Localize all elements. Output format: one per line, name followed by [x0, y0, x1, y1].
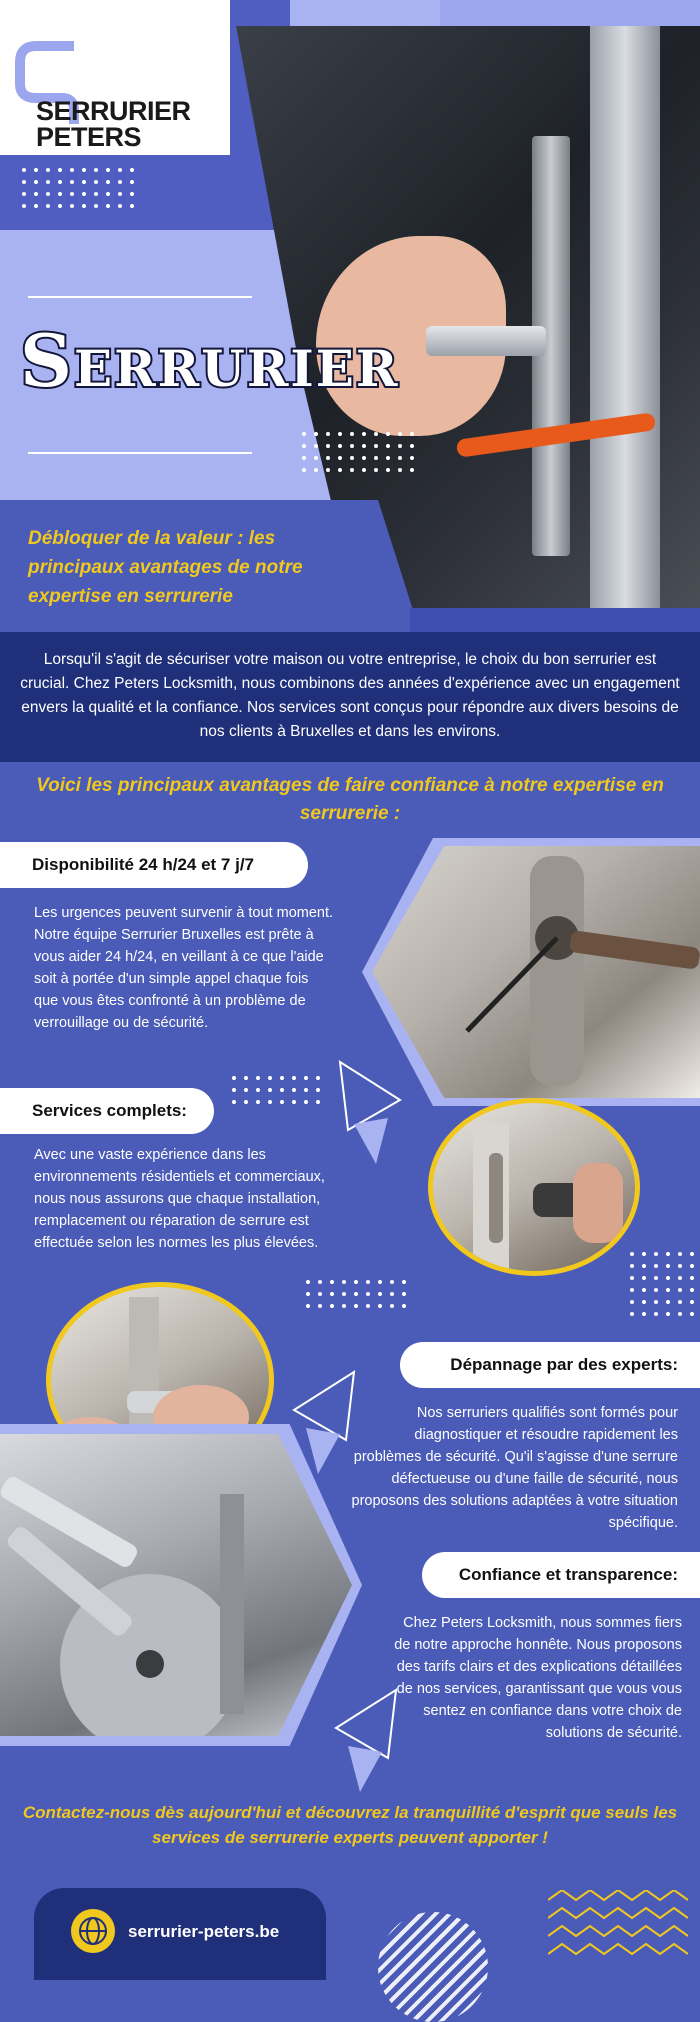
decor-dot: [46, 168, 50, 172]
decor-dot: [630, 1300, 634, 1304]
decor-dot: [666, 1312, 670, 1316]
decor-dot: [316, 1076, 320, 1080]
decor-dot: [362, 444, 366, 448]
decor-dot: [130, 192, 134, 196]
decor-dot: [690, 1276, 694, 1280]
decor-dot: [70, 192, 74, 196]
decor-dot: [642, 1252, 646, 1256]
decor-dot: [402, 1304, 406, 1308]
decor-dot: [350, 432, 354, 436]
decor-dot: [292, 1088, 296, 1092]
decor-dot: [402, 1292, 406, 1296]
contact-cta: Contactez-nous dès aujourd'hui et découvrez la tranquillité d'esprit que seuls les services de serrurerie experts peuvent apporter !: [22, 1803, 678, 1847]
decor-dot: [374, 432, 378, 436]
decor-dot: [46, 180, 50, 184]
decor-dot: [690, 1264, 694, 1268]
zigzag-decor-icon: [548, 1890, 688, 1960]
decor-dot: [268, 1076, 272, 1080]
decor-dot: [666, 1264, 670, 1268]
decor-dot: [642, 1300, 646, 1304]
decor-dot: [130, 204, 134, 208]
decor-dot: [366, 1280, 370, 1284]
decor-dot-grid: [630, 1252, 694, 1316]
decor-dot: [398, 432, 402, 436]
decor-dot: [58, 192, 62, 196]
decor-dot: [118, 192, 122, 196]
decor-dot: [244, 1100, 248, 1104]
decor-dot: [318, 1304, 322, 1308]
decor-dot: [58, 180, 62, 184]
decor-dot: [302, 444, 306, 448]
decor-dot: [642, 1288, 646, 1292]
decor-dot: [378, 1292, 382, 1296]
decor-dot: [314, 456, 318, 460]
decor-dot: [342, 1280, 346, 1284]
decor-dot: [666, 1252, 670, 1256]
decor-dot: [302, 456, 306, 460]
decor-dot: [118, 168, 122, 172]
decor-dot: [386, 468, 390, 472]
decor-dot: [386, 456, 390, 460]
decor-dot: [280, 1100, 284, 1104]
decor-dot: [362, 456, 366, 460]
decor-dot-grid: [306, 1280, 406, 1308]
doorknob-illustration: [0, 1434, 352, 1736]
decor-dot: [268, 1088, 272, 1092]
decor-dot: [34, 204, 38, 208]
decor-dot: [642, 1264, 646, 1268]
decor-dot: [330, 1292, 334, 1296]
title-rule-bottom: [28, 452, 252, 454]
decor-dot: [338, 444, 342, 448]
decor-dot: [34, 180, 38, 184]
hero-subtitle: Débloquer de la valeur : les principaux avantages de notre expertise en serrurerie: [28, 528, 303, 607]
decor-dot: [106, 192, 110, 196]
decor-dot: [654, 1276, 658, 1280]
decor-dot: [316, 1088, 320, 1092]
decor-dot: [94, 180, 98, 184]
decor-dot: [666, 1300, 670, 1304]
decor-dot: [58, 168, 62, 172]
decor-dot: [630, 1252, 634, 1256]
decor-dot: [314, 444, 318, 448]
decor-dot: [302, 432, 306, 436]
decor-dot: [118, 180, 122, 184]
section-text-trust: Chez Peters Locksmith, nous sommes fiers de notre approche honnête. Nous proposons des tarifs clairs et des explications détaillées de nos services, garantissant que vous vous sentez en confiance dans votre choix de solutions de sécurité.: [394, 1615, 682, 1741]
door-frame: [590, 26, 660, 608]
decor-dot: [642, 1312, 646, 1316]
decor-dot: [292, 1100, 296, 1104]
decor-dot: [354, 1304, 358, 1308]
decor-dot: [410, 456, 414, 460]
decor-dot: [342, 1304, 346, 1308]
decor-dot: [386, 444, 390, 448]
decor-dot: [70, 168, 74, 172]
decor-dot: [378, 1304, 382, 1308]
decor-dot: [82, 204, 86, 208]
decor-dot: [398, 468, 402, 472]
decor-dot: [654, 1288, 658, 1292]
decor-dot: [338, 432, 342, 436]
website-link[interactable]: serrurier-peters.be: [128, 1922, 280, 1941]
decor-dot: [678, 1276, 682, 1280]
decor-dot: [342, 1292, 346, 1296]
decor-dot: [410, 444, 414, 448]
decor-dot: [326, 444, 330, 448]
decor-dot: [630, 1288, 634, 1292]
title-rule-top: [28, 296, 252, 298]
section-title-trust: Confiance et transparence:: [422, 1552, 700, 1598]
decor-dot: [366, 1304, 370, 1308]
decor-dot: [350, 456, 354, 460]
decor-dot: [314, 468, 318, 472]
hero-title: Serrurier: [20, 318, 400, 403]
decor-dot: [402, 1280, 406, 1284]
decor-dot: [326, 456, 330, 460]
decor-dot-grid: [232, 1076, 320, 1104]
decor-dot: [690, 1252, 694, 1256]
decor-dot: [690, 1312, 694, 1316]
benefits-heading: Voici les principaux avantages de faire confiance à notre expertise en serrurerie :: [36, 775, 664, 824]
decor-dot: [232, 1088, 236, 1092]
decor-dot: [630, 1312, 634, 1316]
decor-dot: [366, 1292, 370, 1296]
decor-dot-grid: [302, 432, 414, 472]
decor-dot: [374, 444, 378, 448]
decor-dot: [46, 192, 50, 196]
decor-dot: [390, 1292, 394, 1296]
decor-dot: [106, 204, 110, 208]
decor-dot: [678, 1264, 682, 1268]
decor-dot: [302, 468, 306, 472]
decor-dot: [410, 468, 414, 472]
decor-dot: [398, 456, 402, 460]
decor-dot: [390, 1280, 394, 1284]
decor-dot: [82, 168, 86, 172]
intro-paragraph: Lorsqu'il s'agit de sécuriser votre maison ou votre entreprise, le choix du bon serrurier est crucial. Chez Peters Locksmith, nous combinons des années d'expérience avec un engagement envers la qualité et la confiance. Nos services sont conçus pour répondre aux divers besoins de nos clients à Bruxelles et dans les environs.: [20, 651, 680, 740]
decor-dot: [666, 1288, 670, 1292]
decor-dot: [326, 468, 330, 472]
decor-dot: [678, 1312, 682, 1316]
decor-dot: [378, 1280, 382, 1284]
decor-dot: [316, 1100, 320, 1104]
decor-dot: [374, 468, 378, 472]
decor-dot: [654, 1252, 658, 1256]
decor-dot: [22, 180, 26, 184]
decor-dot: [642, 1276, 646, 1280]
decor-dot: [46, 204, 50, 208]
decor-dot: [94, 204, 98, 208]
decor-dot: [354, 1280, 358, 1284]
triangle-decor-icon: [336, 1058, 406, 1168]
decor-dot: [654, 1264, 658, 1268]
decor-dot: [374, 456, 378, 460]
decor-dot: [106, 168, 110, 172]
decor-dot: [232, 1100, 236, 1104]
decor-dot: [338, 468, 342, 472]
decor-dot: [314, 432, 318, 436]
decor-dot: [338, 456, 342, 460]
triangle-decor-icon: [330, 1686, 400, 1796]
decor-dot: [70, 204, 74, 208]
decor-dot: [244, 1076, 248, 1080]
decor-dot: [94, 168, 98, 172]
hero-accent-bar: [410, 608, 700, 632]
decor-dot-grid: [22, 168, 134, 208]
decor-dot: [34, 168, 38, 172]
section-title-troubleshooting: Dépannage par des experts:: [400, 1342, 700, 1388]
decor-dot: [350, 444, 354, 448]
decor-dot: [94, 192, 98, 196]
decor-dot: [22, 168, 26, 172]
decor-dot: [654, 1300, 658, 1304]
decor-dot: [690, 1288, 694, 1292]
section-title-services: Services complets:: [0, 1088, 214, 1134]
hero-banner: [0, 0, 700, 632]
decor-dot: [350, 468, 354, 472]
decor-dot: [70, 180, 74, 184]
decor-dot: [130, 180, 134, 184]
decor-dot: [232, 1076, 236, 1080]
decor-dot: [292, 1076, 296, 1080]
decor-dot: [22, 204, 26, 208]
decor-dot: [318, 1280, 322, 1284]
decor-dot: [306, 1280, 310, 1284]
decor-dot: [58, 204, 62, 208]
decor-dot: [34, 192, 38, 196]
decor-dot: [130, 168, 134, 172]
decor-dot: [244, 1088, 248, 1092]
section-title-availability: Disponibilité 24 h/24 et 7 j/7: [0, 842, 308, 888]
decor-dot: [330, 1280, 334, 1284]
decor-dot: [362, 468, 366, 472]
logo-line-2: PETERS: [36, 122, 142, 152]
decor-dot: [390, 1304, 394, 1308]
decor-dot: [666, 1276, 670, 1280]
decor-dot: [410, 432, 414, 436]
decor-dot: [304, 1100, 308, 1104]
decor-dot: [82, 192, 86, 196]
decor-dot: [678, 1300, 682, 1304]
keys-doorknob-photo: [0, 1434, 352, 1736]
decor-dot: [256, 1076, 260, 1080]
decor-dot: [630, 1276, 634, 1280]
decor-dot: [82, 180, 86, 184]
decor-dot: [690, 1300, 694, 1304]
logo[interactable]: [36, 98, 191, 150]
decor-dot: [268, 1100, 272, 1104]
lock-cylinder: [426, 326, 546, 356]
decor-dot: [362, 432, 366, 436]
section-text-troubleshooting: Nos serruriers qualifiés sont formés pour diagnostiquer et résoudre rapidement les problèmes de sécurité. Qu'il s'agisse d'une serrure défectueuse ou d'une faille de sécurité, nous proposons des solutions adaptées à votre situation spécifique.: [351, 1405, 678, 1531]
section-text-availability: Les urgences peuvent survenir à tout moment. Notre équipe Serrurier Bruxelles est prête à vous aider 24 h/24, en veillant à ce que l'aide soit à portée d'un simple appel chaque fois que vous êtes confronté à un problème de verrouillage ou de sécurité.: [34, 905, 334, 1031]
section-text-services: Avec une vaste expérience dans les environnements résidentiels et commerciaux, nous nous assurons que chaque installation, remplacement ou réparation de serrure est effectuée selon les normes les plus élevées.: [34, 1147, 325, 1251]
decor-dot: [326, 432, 330, 436]
decor-dot: [256, 1100, 260, 1104]
decor-dot: [654, 1312, 658, 1316]
decor-dot: [306, 1292, 310, 1296]
decor-dot: [280, 1088, 284, 1092]
globe-icon: [70, 1908, 116, 1954]
decor-dot: [256, 1088, 260, 1092]
decor-dot: [630, 1264, 634, 1268]
decor-dot: [304, 1088, 308, 1092]
logo-line-1: SERRURIER: [36, 96, 191, 126]
decor-dot: [398, 444, 402, 448]
decor-dot: [330, 1304, 334, 1308]
door-drill-photo: [428, 1098, 640, 1276]
decor-dot: [678, 1288, 682, 1292]
decor-dot: [106, 180, 110, 184]
drill-illustration: [433, 1103, 635, 1271]
decor-dot: [304, 1076, 308, 1080]
decor-striped-circle: [378, 1912, 488, 2022]
decor-dot: [354, 1292, 358, 1296]
decor-dot: [22, 192, 26, 196]
decor-dot: [386, 432, 390, 436]
decor-dot: [118, 204, 122, 208]
decor-dot: [306, 1304, 310, 1308]
decor-dot: [678, 1252, 682, 1256]
decor-dot: [318, 1292, 322, 1296]
decor-dot: [280, 1076, 284, 1080]
